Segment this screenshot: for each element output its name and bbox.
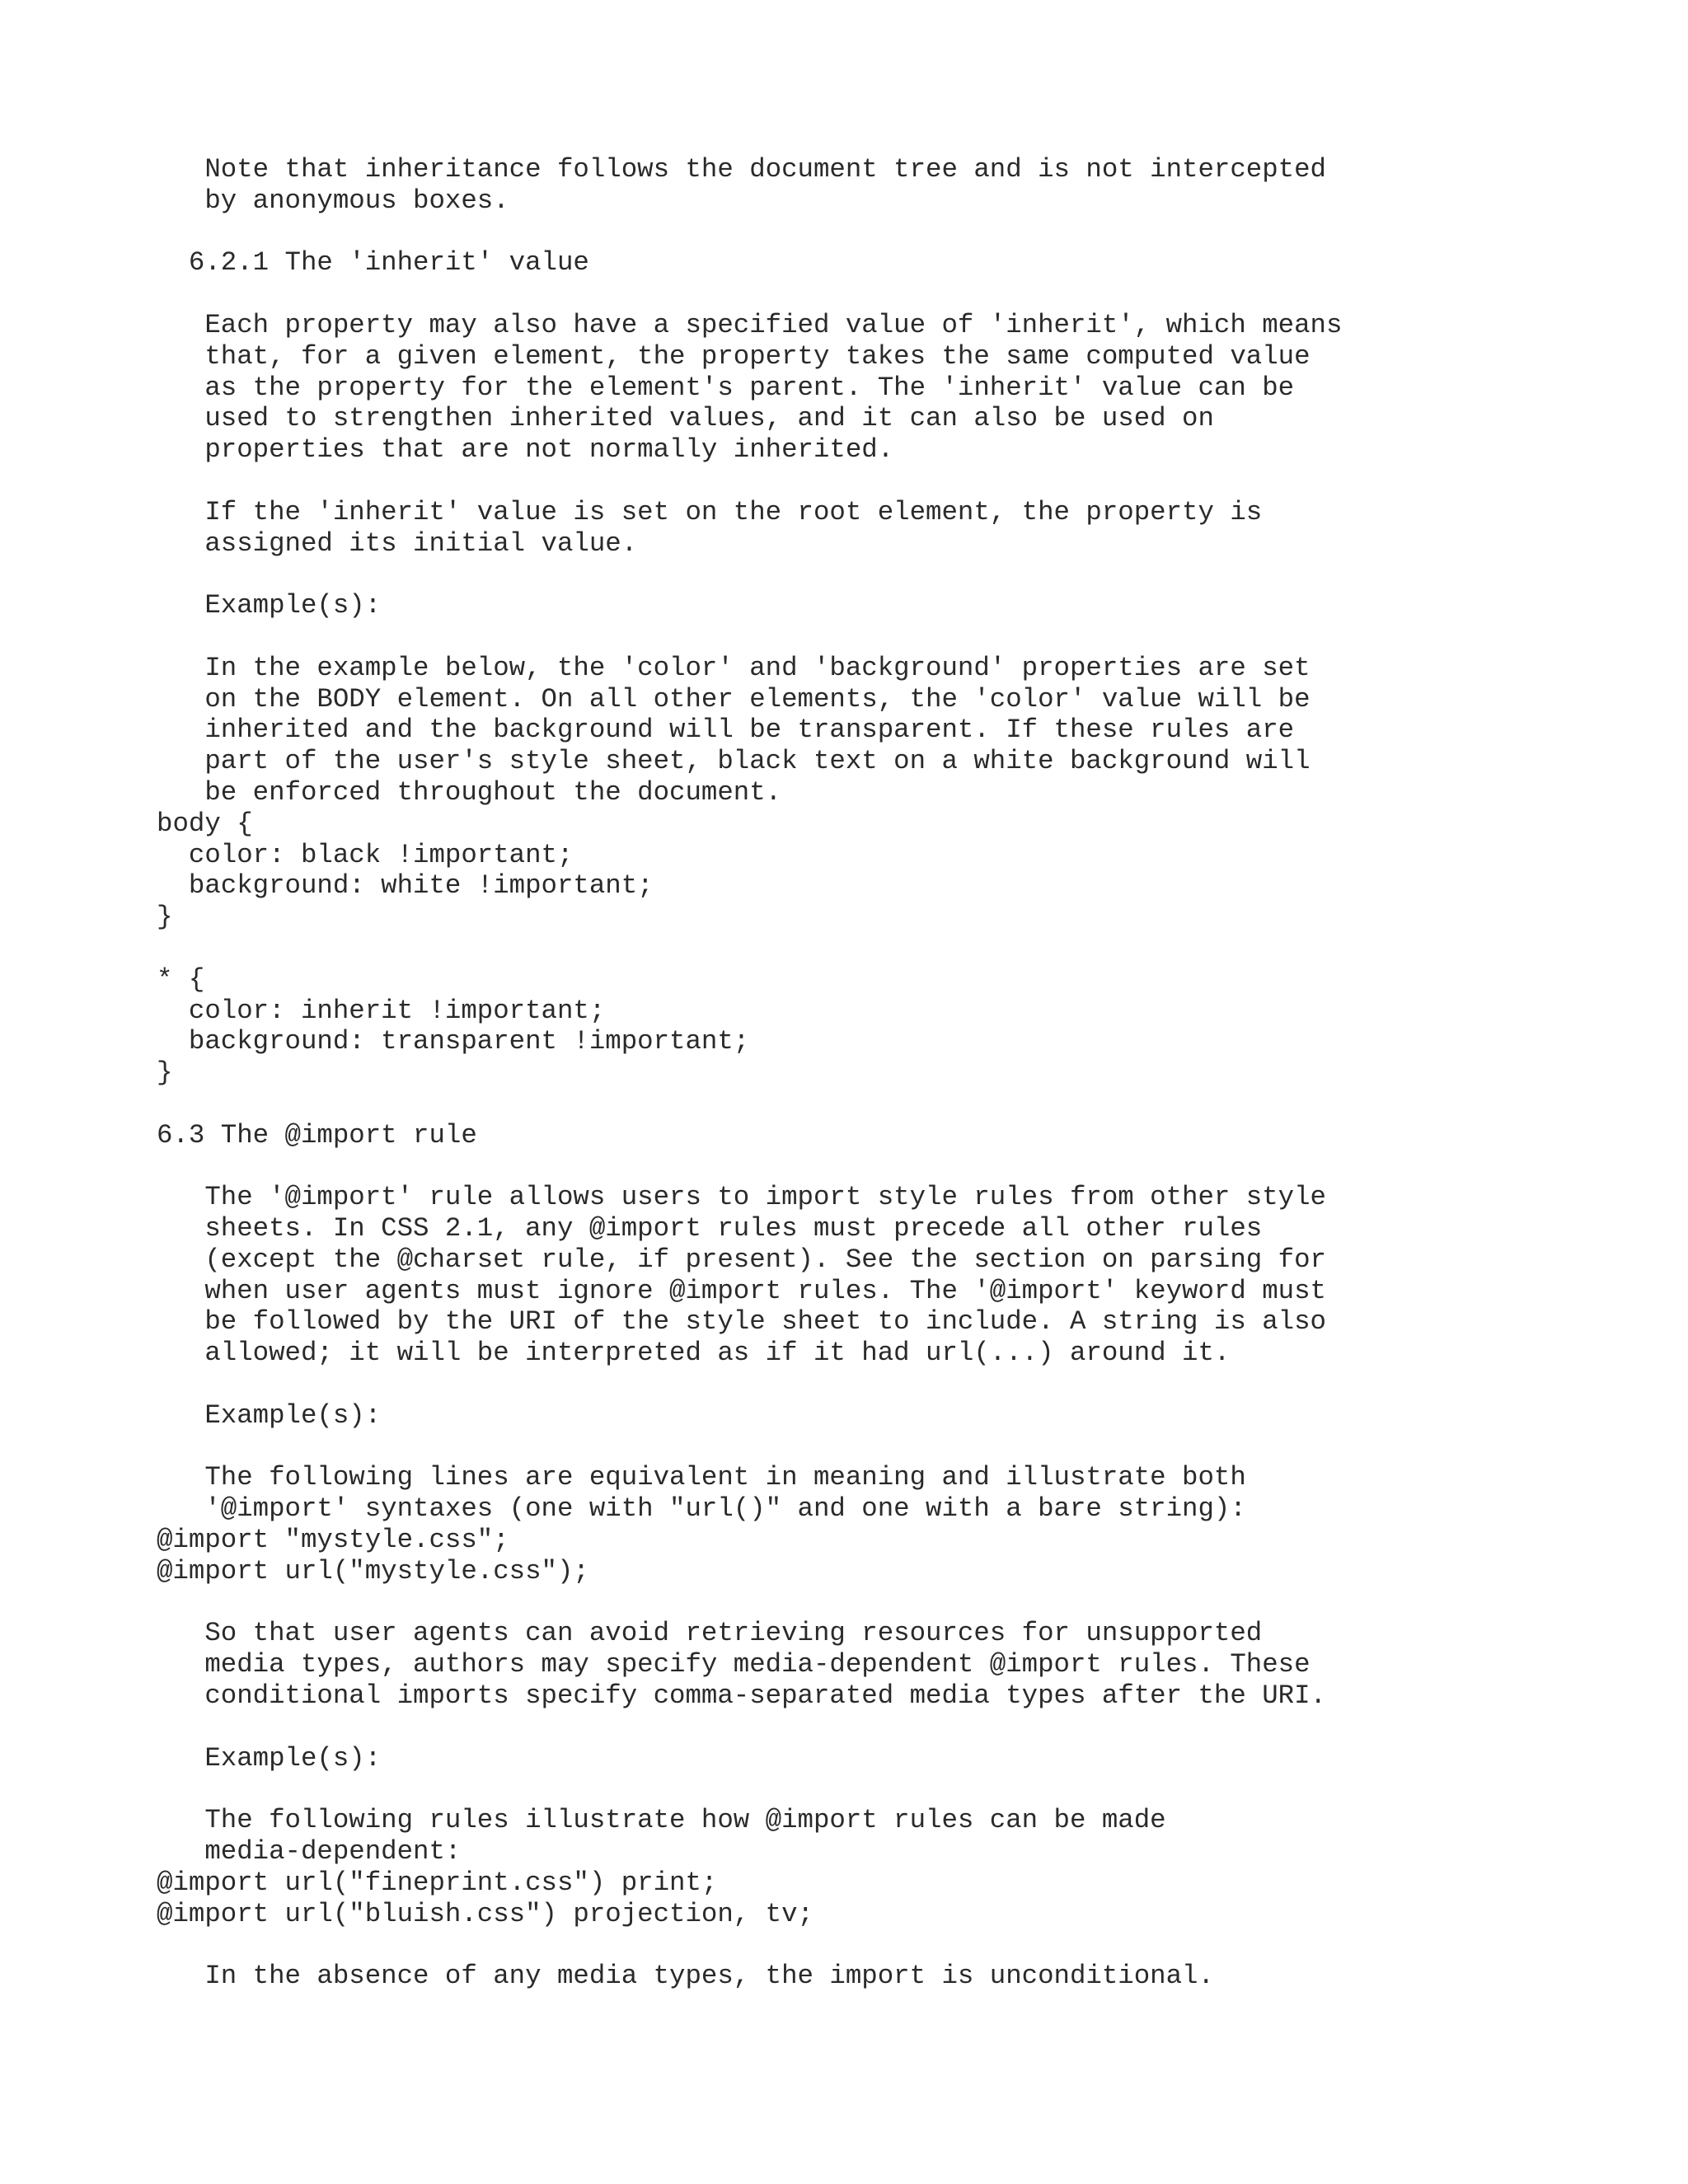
text-line: [157, 1432, 1342, 1463]
text-line: The following lines are equivalent in meaning and illustrate both: [157, 1462, 1246, 1493]
text-line: [157, 1089, 1342, 1120]
text-line: }: [157, 902, 173, 933]
text-line: allowed; it will be interpreted as if it had url(...) around it.: [157, 1338, 1231, 1369]
text-line: body {: [157, 808, 253, 839]
text-line: by anonymous boxes.: [157, 185, 509, 216]
text-line: Example(s):: [157, 1399, 382, 1431]
text-line: [157, 621, 1342, 653]
text-line: The '@import' rule allows users to import style rules from other style: [157, 1182, 1326, 1213]
text-line: '@import' syntaxes (one with "url()" and one with a bare string):: [157, 1493, 1246, 1525]
text-line: [157, 1587, 1342, 1619]
document-text: [157, 154, 1342, 1992]
text-line: color: black !important;: [157, 839, 574, 870]
text-line: @import "mystyle.css";: [157, 1525, 509, 1556]
text-line: Each property may also have a specified value of 'inherit', which means: [157, 309, 1343, 340]
text-line: [157, 279, 1342, 310]
text-line: when user agents must ignore @import rules. The '@import' keyword must: [157, 1275, 1326, 1306]
text-line: Note that inheritance follows the document tree and is not intercepted: [157, 154, 1326, 185]
text-line: 6.3 The @import rule: [157, 1119, 477, 1151]
text-line: background: white !important;: [157, 870, 654, 902]
text-line: conditional imports specify comma-separated media types after the URI.: [157, 1680, 1326, 1712]
text-line: [157, 1369, 1342, 1400]
text-line: @import url("fineprint.css") print;: [157, 1867, 718, 1898]
text-line: be followed by the URI of the style sheet to include. A string is also: [157, 1306, 1326, 1338]
text-line: assigned its initial value.: [157, 527, 638, 559]
text-line: * {: [157, 963, 205, 995]
text-line: sheets. In CSS 2.1, any @import rules must precede all other rules: [157, 1213, 1263, 1244]
text-line: properties that are not normally inherited.: [157, 434, 894, 466]
text-line: [157, 559, 1342, 590]
text-line: part of the user's style sheet, black text on a white background will: [157, 746, 1311, 777]
text-line: [157, 1151, 1342, 1183]
text-line: The following rules illustrate how @import rules can be made: [157, 1805, 1166, 1836]
text-line: [157, 1712, 1342, 1743]
text-line: (except the @charset rule, if present). See the section on parsing for: [157, 1244, 1326, 1275]
text-line: [157, 933, 1342, 964]
text-line: color: inherit !important;: [157, 995, 606, 1026]
text-line: @import url("mystyle.css");: [157, 1555, 589, 1586]
text-line: that, for a given element, the property takes the same computed value: [157, 340, 1311, 372]
text-line: Example(s):: [157, 1742, 382, 1774]
text-line: [157, 1774, 1342, 1805]
text-line: on the BODY element. On all other elements, the 'color' value will be: [157, 683, 1311, 715]
text-line: background: transparent !important;: [157, 1026, 750, 1057]
text-line: So that user agents can avoid retrieving resources for unsupported: [157, 1618, 1263, 1649]
text-line: [157, 1929, 1342, 1961]
text-line: media-dependent:: [157, 1836, 462, 1868]
text-line: Example(s):: [157, 590, 382, 621]
text-line: [157, 217, 1342, 248]
text-line: If the 'inherit' value is set on the root element, the property is: [157, 496, 1263, 527]
text-line: inherited and the background will be transparent. If these rules are: [157, 715, 1295, 746]
text-line: @import url("bluish.css") projection, tv;: [157, 1898, 814, 1929]
text-line: 6.2.1 The 'inherit' value: [157, 247, 589, 279]
text-line: [157, 466, 1342, 497]
text-line: In the example below, the 'color' and 'background' properties are set: [157, 652, 1311, 683]
text-line: }: [157, 1057, 173, 1089]
text-line: used to strengthen inherited values, and it can also be used on: [157, 403, 1214, 434]
text-line: In the absence of any media types, the import is unconditional.: [157, 1961, 1214, 1992]
text-line: media types, authors may specify media-dependent @import rules. These: [157, 1649, 1311, 1680]
text-line: as the property for the element's parent. The 'inherit' value can be: [157, 372, 1295, 403]
text-line: be enforced throughout the document.: [157, 776, 782, 808]
